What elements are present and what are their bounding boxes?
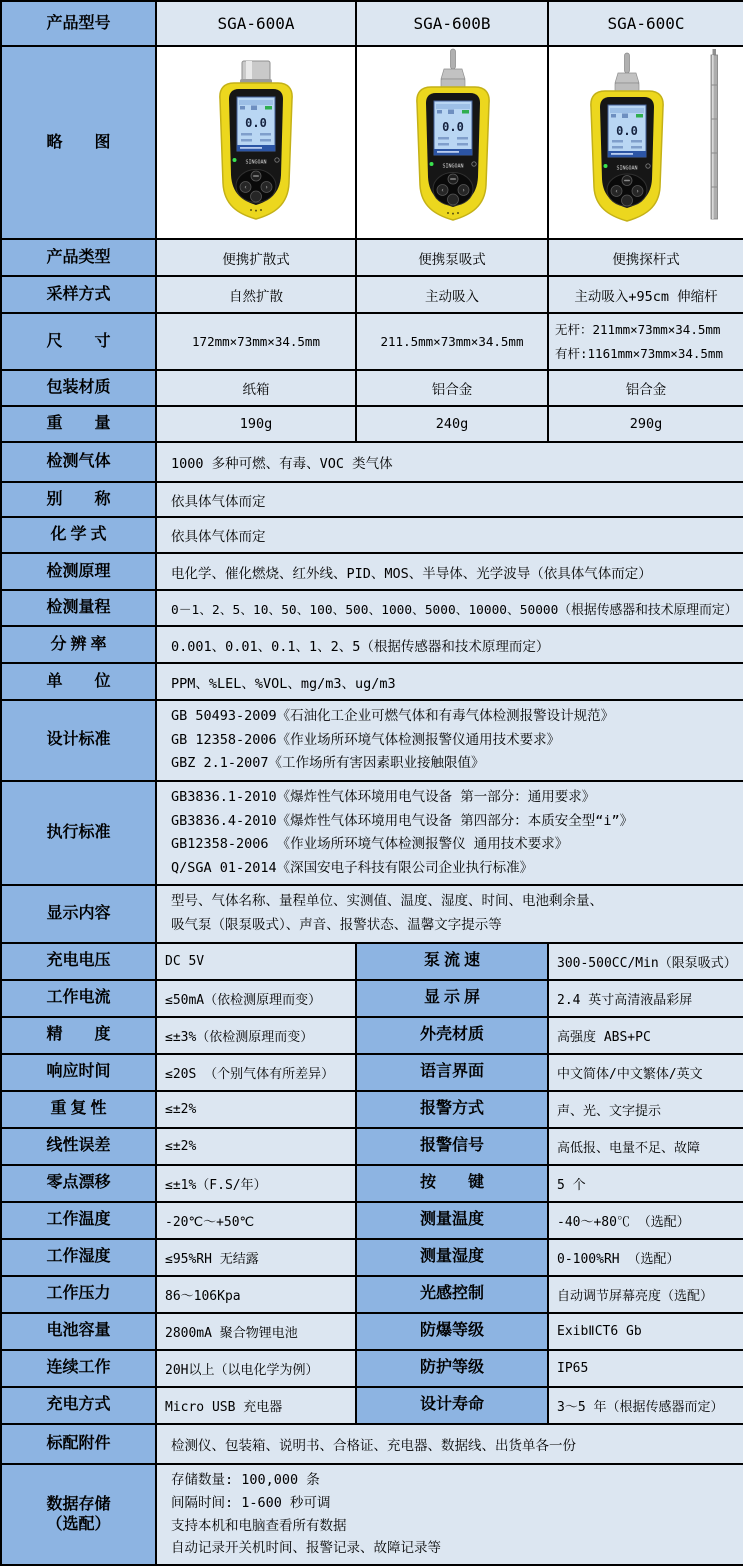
spec-value: 2.4 英寸高清液晶彩屏 <box>548 980 743 1017</box>
table-row <box>1 46 743 239</box>
spec-label: 按 键 <box>356 1165 548 1202</box>
spec-label: 设计标准 <box>1 700 156 781</box>
spec-value: 190g <box>156 406 356 442</box>
product-image-sga-600c <box>549 47 743 233</box>
storage-label-line: （选配） <box>46 1515 111 1533</box>
spec-value: ≤95%RH 无结露 <box>156 1239 356 1276</box>
header-label: 产品型号 <box>1 1 156 46</box>
standard-line: GB 12358-2006《作业场所环境气体检测报警仪通用技术要求》 <box>171 731 561 748</box>
brand-text: SINGOAN <box>616 165 638 172</box>
spec-value: ≤20S （个别气体有所差异） <box>156 1054 356 1091</box>
spec-value: 300-500CC/Min（限泵吸式） <box>548 943 743 980</box>
spec-value: IP65 <box>548 1350 743 1387</box>
storage-line: 间隔时间: 1-600 秒可调 <box>171 1494 331 1511</box>
table-row <box>1 885 743 942</box>
standard-line: GBZ 2.1-2007《工作场所有害因素职业接触限值》 <box>171 755 485 772</box>
spec-label: 零点漂移 <box>1 1165 156 1202</box>
spec-label: 别 称 <box>1 482 156 517</box>
storage-line: 自动记录开关机时间、报警记录、故障记录等 <box>171 1540 441 1557</box>
spec-value: 铝合金 <box>548 370 743 406</box>
table-row <box>1 553 743 590</box>
display-content-line: 吸气泵（限泵吸式）、声音、报警状态、温馨文字提示等 <box>171 917 502 933</box>
spec-label: 显示内容 <box>1 885 156 942</box>
spec-value: 0.001、0.01、0.1、1、2、5（根据传感器和技术原理而定） <box>156 626 743 663</box>
spec-label: 重 复 性 <box>1 1091 156 1128</box>
svg-text:‹: ‹ <box>243 184 248 192</box>
spec-value: ≤±1%（F.S/年） <box>156 1165 356 1202</box>
table-row <box>1 663 743 700</box>
lcd-reading: 0.0 <box>245 116 267 130</box>
table-row <box>1 442 743 482</box>
spec-value: 主动吸入 <box>356 276 548 313</box>
sketch-label: 略 图 <box>1 46 156 239</box>
spec-value: 172mm×73mm×34.5mm <box>156 313 356 370</box>
spec-value <box>156 1464 743 1566</box>
spec-value: ≤±2% <box>156 1128 356 1165</box>
spec-value: 0－1、2、5、10、50、100、500、1000、5000、10000、50000（根据传感器和技术原理而定） <box>156 590 743 626</box>
spec-label: 工作温度 <box>1 1202 156 1239</box>
spec-value: 纸箱 <box>156 370 356 406</box>
spec-label: 防爆等级 <box>356 1313 548 1350</box>
brand-text: SINGOAN <box>442 163 464 170</box>
spec-label: 设计寿命 <box>356 1387 548 1424</box>
spec-label: 分 辨 率 <box>1 626 156 663</box>
spec-value: 铝合金 <box>356 370 548 406</box>
standard-line: GB12358-2006 《作业场所环境气体检测报警仪 通用技术要求》 <box>171 836 569 853</box>
spec-label: 单 位 <box>1 663 156 700</box>
table-row <box>1 370 743 406</box>
storage-label-line: 数据存储 <box>46 1495 111 1513</box>
table-row <box>1 1128 743 1165</box>
spec-value: 便携扩散式 <box>156 239 356 276</box>
spec-label <box>1 1464 156 1566</box>
svg-text:›: › <box>461 187 466 195</box>
spec-value: 高强度 ABS+PC <box>548 1017 743 1054</box>
spec-label: 报警信号 <box>356 1128 548 1165</box>
spec-value: 240g <box>356 406 548 442</box>
spec-value: DC 5V <box>156 943 356 980</box>
product-image-sga-600a <box>158 47 354 233</box>
spec-label: 尺 寸 <box>1 313 156 370</box>
spec-value: 1000 多种可燃、有毒、VOC 类气体 <box>156 442 743 482</box>
spec-value: -40～+80℃ （选配） <box>548 1202 743 1239</box>
spec-label: 精 度 <box>1 1017 156 1054</box>
spec-label: 化 学 式 <box>1 517 156 553</box>
spec-label: 标配附件 <box>1 1424 156 1464</box>
table-row <box>1 1091 743 1128</box>
spec-label: 检测原理 <box>1 553 156 590</box>
spec-label: 报警方式 <box>356 1091 548 1128</box>
spec-label: 产品类型 <box>1 239 156 276</box>
table-row <box>1 1054 743 1091</box>
table-row <box>1 626 743 663</box>
table-row <box>1 406 743 442</box>
svg-text:›: › <box>635 188 640 196</box>
spec-label: 测量温度 <box>356 1202 548 1239</box>
table-row <box>1 1276 743 1313</box>
spec-label: 充电电压 <box>1 943 156 980</box>
spec-value: 便携探杆式 <box>548 239 743 276</box>
lcd-reading: 0.0 <box>442 120 464 134</box>
spec-label: 检测量程 <box>1 590 156 626</box>
table-row <box>1 482 743 517</box>
table-row <box>1 781 743 886</box>
standard-line: GB 50493-2009《石油化工企业可燃气体和有毒气体检测报警设计规范》 <box>171 708 615 724</box>
spec-label: 线性误差 <box>1 1128 156 1165</box>
spec-label: 电池容量 <box>1 1313 156 1350</box>
standard-line: GB3836.4-2010《爆炸性气体环境用电气设备 第四部分：本质安全型“i”》 <box>171 812 634 829</box>
table-row <box>1 980 743 1017</box>
spec-label: 工作湿度 <box>1 1239 156 1276</box>
model-name-sga-600a: SGA-600A <box>156 1 356 46</box>
svg-text:›: › <box>264 184 269 192</box>
spec-value: 依具体气体而定 <box>156 482 743 517</box>
status-led <box>233 158 237 162</box>
product-image-cell-a <box>156 46 356 239</box>
spec-label: 检测气体 <box>1 442 156 482</box>
spec-label: 语言界面 <box>356 1054 548 1091</box>
spec-value: 便携泵吸式 <box>356 239 548 276</box>
spec-value: 86～106Kpa <box>156 1276 356 1313</box>
spec-value: -20℃～+50℃ <box>156 1202 356 1239</box>
brand-text: SINGOAN <box>245 159 267 166</box>
standard-line: Q/SGA 01-2014《深国安电子科技有限公司企业执行标准》 <box>171 859 534 876</box>
spec-label: 显 示 屏 <box>356 980 548 1017</box>
spec-value: 中文简体/中文繁体/英文 <box>548 1054 743 1091</box>
table-row <box>1 1424 743 1464</box>
spec-label: 采样方式 <box>1 276 156 313</box>
spec-value: ≤±2% <box>156 1091 356 1128</box>
spec-value: 5 个 <box>548 1165 743 1202</box>
spec-value: 2800mA 聚合物锂电池 <box>156 1313 356 1350</box>
spec-value: 3～5 年（根据传感器而定） <box>548 1387 743 1424</box>
spec-label: 连续工作 <box>1 1350 156 1387</box>
dimension-line: 有杆:1161mm×73mm×34.5mm <box>555 345 723 361</box>
storage-line: 存储数量: 100,000 条 <box>171 1471 320 1488</box>
dimension-line: 无杆：211mm×73mm×34.5mm <box>555 321 721 337</box>
model-name-sga-600c: SGA-600C <box>548 1 743 46</box>
spec-value: 检测仪、包装箱、说明书、合格证、充电器、数据线、出货单各一份 <box>156 1424 743 1464</box>
svg-text:‹: ‹ <box>440 187 445 195</box>
table-row <box>1 590 743 626</box>
spec-label: 包装材质 <box>1 370 156 406</box>
spec-label: 响应时间 <box>1 1054 156 1091</box>
table-row <box>1 1165 743 1202</box>
product-image-cell-b <box>356 46 548 239</box>
table-row <box>1 1464 743 1566</box>
spec-value: 自然扩散 <box>156 276 356 313</box>
product-image-cell-c <box>548 46 743 239</box>
table-row <box>1 1350 743 1387</box>
table-row <box>1 276 743 313</box>
svg-text:‹: ‹ <box>614 188 619 196</box>
table-row <box>1 1017 743 1054</box>
table-row <box>1 1 743 46</box>
spec-value: ≤50mA（依检测原理而变） <box>156 980 356 1017</box>
spec-label: 外壳材质 <box>356 1017 548 1054</box>
spec-value: 自动调节屏幕亮度（选配） <box>548 1276 743 1313</box>
spec-label: 光感控制 <box>356 1276 548 1313</box>
table-row <box>1 1239 743 1276</box>
table-row <box>1 1202 743 1239</box>
spec-value: 0-100%RH （选配） <box>548 1239 743 1276</box>
spec-value <box>156 885 743 942</box>
spec-value: 高低报、电量不足、故障 <box>548 1128 743 1165</box>
status-led <box>604 164 608 168</box>
spec-value: 声、光、文字提示 <box>548 1091 743 1128</box>
lcd-reading: 0.0 <box>616 124 638 138</box>
spec-value: Micro USB 充电器 <box>156 1387 356 1424</box>
standard-line: GB3836.1-2010《爆炸性气体环境用电气设备 第一部分：通用要求》 <box>171 788 596 805</box>
table-row <box>1 943 743 980</box>
table-row <box>1 239 743 276</box>
spec-label: 防护等级 <box>356 1350 548 1387</box>
spec-value <box>548 313 743 370</box>
table-row <box>1 1313 743 1350</box>
spec-label: 执行标准 <box>1 781 156 886</box>
status-led <box>430 162 434 166</box>
table-row <box>1 700 743 781</box>
spec-label: 测量湿度 <box>356 1239 548 1276</box>
spec-value: PPM、%LEL、%VOL、mg/m3、ug/m3 <box>156 663 743 700</box>
spec-value <box>156 700 743 781</box>
spec-value <box>156 781 743 886</box>
storage-line: 支持本机和电脑查看所有数据 <box>171 1517 347 1534</box>
spec-value: 211.5mm×73mm×34.5mm <box>356 313 548 370</box>
spec-value: 主动吸入+95cm 伸缩杆 <box>548 276 743 313</box>
spec-label: 泵 流 速 <box>356 943 548 980</box>
spec-label: 工作电流 <box>1 980 156 1017</box>
table-row <box>1 313 743 370</box>
spec-value: 依具体气体而定 <box>156 517 743 553</box>
spec-value: 290g <box>548 406 743 442</box>
spec-value: ExibⅡCT6 Gb <box>548 1313 743 1350</box>
table-row <box>1 1387 743 1424</box>
spec-label: 充电方式 <box>1 1387 156 1424</box>
model-name-sga-600b: SGA-600B <box>356 1 548 46</box>
spec-label: 工作压力 <box>1 1276 156 1313</box>
telescopic-rod <box>711 49 718 219</box>
display-content-line: 型号、气体名称、量程单位、实测值、温度、湿度、时间、电池剩余量、 <box>171 893 603 910</box>
spec-value: 电化学、催化燃烧、红外线、PID、MOS、半导体、光学波导（依具体气体而定） <box>156 553 743 590</box>
spec-label: 重 量 <box>1 406 156 442</box>
spec-value: 20H以上（以电化学为例） <box>156 1350 356 1387</box>
table-row <box>1 517 743 553</box>
product-image-sga-600b <box>357 47 548 233</box>
spec-value: ≤±3%（依检测原理而变） <box>156 1017 356 1054</box>
